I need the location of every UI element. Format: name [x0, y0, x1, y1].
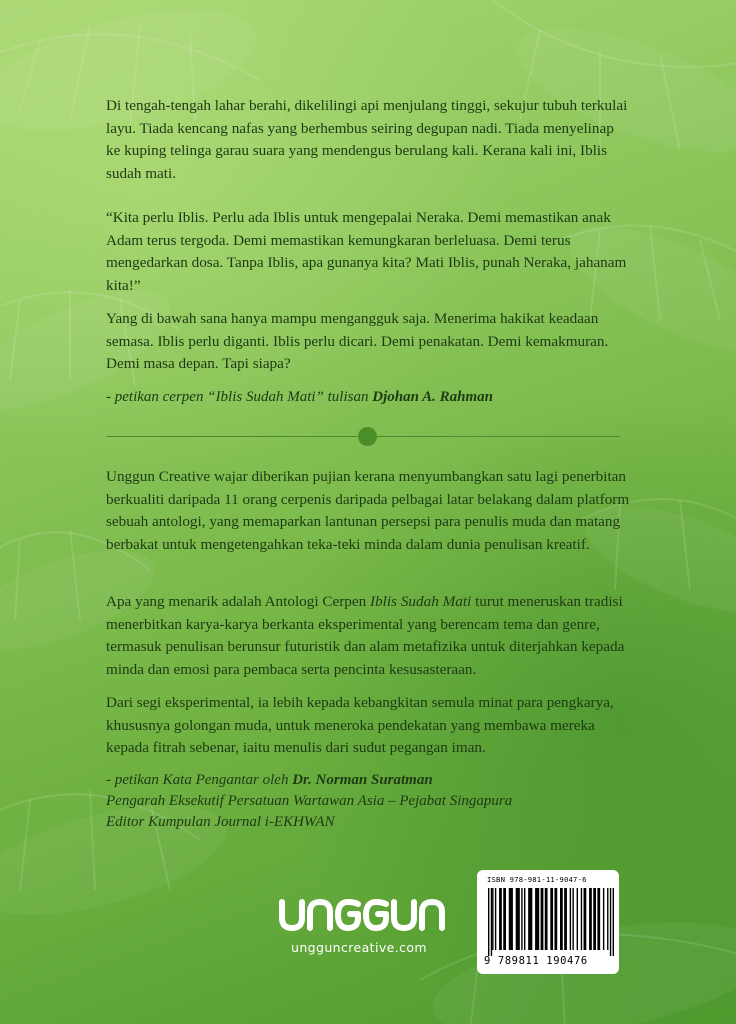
review-text-3: Dari segi eksperimental, ia lebih kepada kebangkitan semula minat para pengkarya, khususnya golongan muda, untuk meneroka pendekatan yang membawa mereka kepada fitrah sebenar, iaitu menulis dari sudut pegangan iman. — [106, 694, 614, 756]
review-attribution-prefix: - petikan Kata Pengantar oleh — [106, 772, 293, 788]
unggun-logo — [274, 888, 446, 944]
review-paragraph-2 — [106, 591, 630, 681]
review-paragraph-1 — [106, 466, 630, 556]
review-author-role-2: Editor Kumpulan Journal i-EKHWAN — [106, 814, 335, 830]
review-attribution-line — [106, 770, 630, 791]
book-title: Iblis Sudah Mati — [370, 593, 472, 610]
excerpt-text-3: Yang di bawah sana hanya mampu mengangguk saja. Menerima hakikat keadaan semasa. Iblis perlu diganti. Iblis perlu dicari. Demi penakatan. Demi kemakmuran. Demi masa depan. Tapi siapa? — [106, 310, 609, 372]
review-text-2 — [106, 591, 630, 681]
excerpt-text-1: Di tengah-tengah lahar berahi, dikelilingi api menjulang tinggi, sekujur tubuh terkulai layu. Tiada kencang nafas yang berhembus seiring degupan nadi. Tiada menyelinap ke kuping telinga garau suara yang mendengus berulang kali. Kerana kali ini, Iblis sudah mati. — [106, 97, 628, 182]
barcode-number: 9 789811 190476 — [484, 955, 588, 967]
excerpt-text-2: “Kita perlu Iblis. Perlu ada Iblis untuk mengepalai Neraka. Demi memastikan anak Adam terus tergoda. Demi memastikan kemungkaran berleluasa. Demi terus mengedarkan dosa. Tanpa Iblis, apa gunanya kita? Mati Iblis, punah Neraka, jahanam kita!” — [106, 209, 627, 294]
excerpt-attribution — [106, 386, 630, 409]
excerpt-paragraph-1 — [106, 95, 630, 185]
barcode-bars — [488, 888, 614, 956]
excerpt-author: Djohan A. Rahman — [372, 389, 493, 405]
review-text-2-after: turut meneruskan tradisi menerbitkan karya-karya berkanta eksperimental yang berencam tema dan genre, termasuk penulisan berunsur futuristik dan alam metafizika untuk diterjahkan kepada minda dan emosi para pembaca serta pencinta kesusasteraan. — [106, 593, 625, 678]
review-text-1: Unggun Creative wajar diberikan pujian kerana menyumbangkan satu lagi penerbitan berkualiti daripada 11 orang cerpenis daripada pelbagai latar belakang dalam platform sebuah antologi, yang memaparkan lantunan persepsi para penulis muda dan matang berbakat untuk mengetengahkan teka-teki minda dalam dunia penulisan kreatif. — [106, 468, 630, 553]
review-attribution — [106, 770, 630, 833]
excerpt-attribution-prefix: - petikan cerpen “Iblis Sudah Mati” tulisan — [106, 389, 373, 405]
publisher-website: ungguncreative.com — [291, 940, 427, 955]
review-author: Dr. Norman Suratman — [292, 772, 433, 788]
review-text-2-before: Apa yang menarik adalah Antologi Cerpen — [106, 593, 371, 610]
review-author-role-1: Pengarah Eksekutif Persatuan Wartawan Asia – Pejabat Singapura — [106, 793, 513, 809]
review-paragraph-3 — [106, 692, 630, 760]
excerpt-paragraph-3 — [106, 308, 630, 376]
isbn-label: ISBN 978-981-11-9047-6 — [487, 875, 587, 884]
excerpt-paragraph-2 — [106, 207, 630, 297]
divider-dot — [358, 427, 377, 446]
